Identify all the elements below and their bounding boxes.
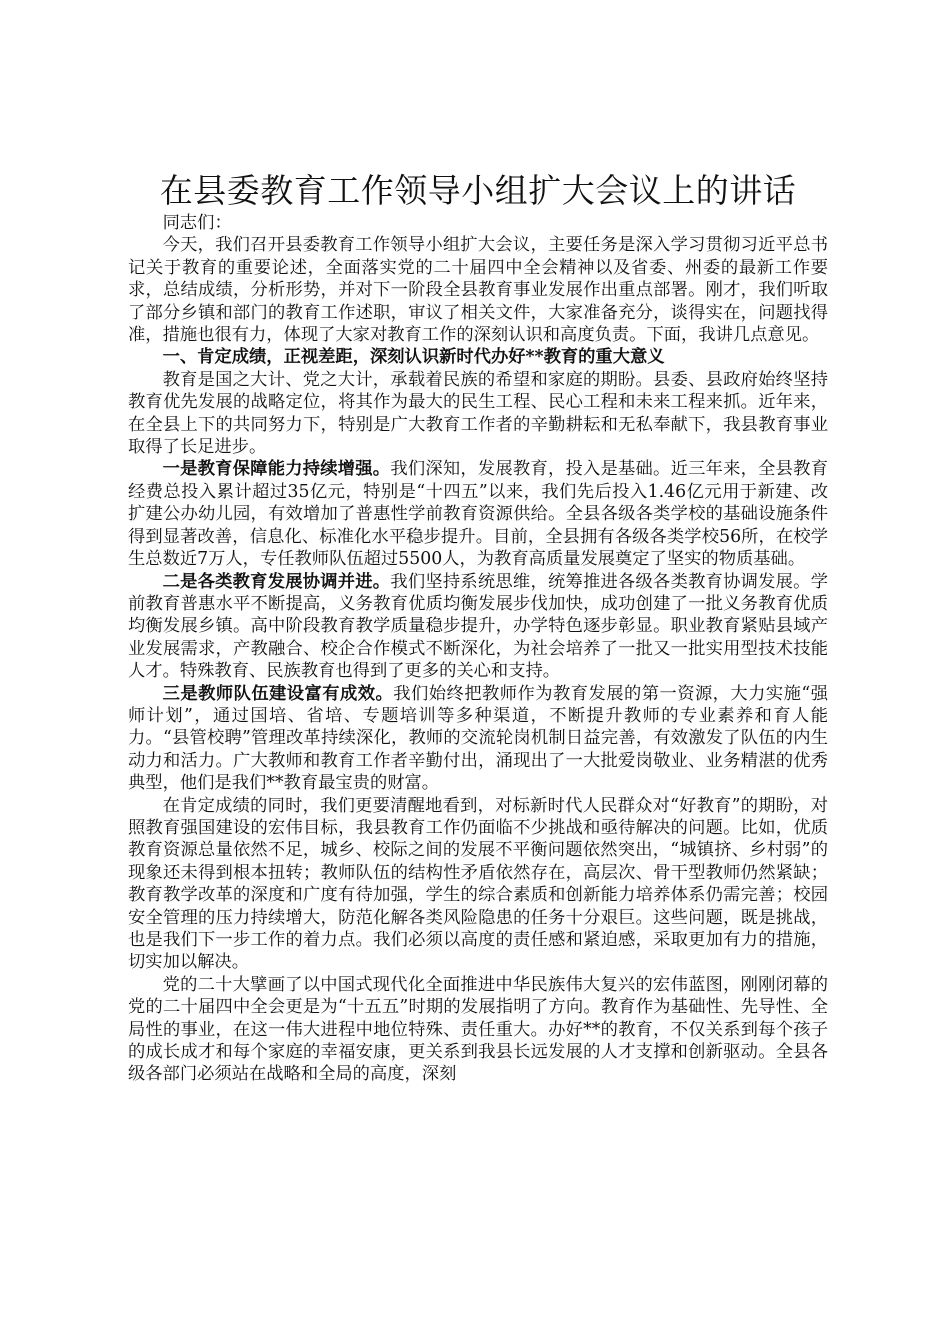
- paragraph-lead: 一是教育保障能力持续增强。: [162, 459, 391, 480]
- paragraph-guarantee-capacity: [128, 458, 828, 570]
- paragraph-text: 今天，我们召开县委教育工作领导小组扩大会议，主要任务是深入学习贯彻习近平总书记关于教育的重要论述，全面落实党的二十届四中全会精神以及省委、州委的最新工作要求，总结成绩，分析形势，并对下一阶段全县教育事业发展作出重点部署。刚才，我们听取了部分乡镇和部门的教育工作述职，审议了相关文件，大家准备充分，谈得实在，问题找得准，措施也很有力，体现了大家对教育工作的深刻认识和高度负责。下面，我讲几点意见。: [128, 235, 828, 346]
- paragraph-text: 党的二十大擘画了以中国式现代化全面推进中华民族伟大复兴的宏伟蓝图，刚刚闭幕的党的二十届四中全会更是为“十五五”时期的发展指明了方向。教育作为基础性、先导性、全局性的事业，在这一伟大进程中地位特殊、责任重大。办好**的教育，不仅关系到每个孩子的成长成才和每个家庭的幸福安康，更关系到我县长远发展的人才支撑和创新驱动。全县各级各部门必须站在战略和全局的高度，深刻: [128, 974, 828, 1085]
- paragraph-text: 我们始终把教师作为教育发展的第一资源，大力实施“强师计划”，通过国培、省培、专题培训等多种渠道，不断提升教师的专业素养和育人能力。“县管校聘”管理改革持续深化，教师的交流轮岗机制日益完善，有效激发了队伍的内生动力和活力。广大教师和教育工作者辛勤付出，涌现出了一大批爱岗敬业、业务精湛的优秀典型，他们是我们**教育最宝贵的财富。: [128, 683, 828, 794]
- paragraph-lead: 二是各类教育发展协调并进。: [162, 571, 391, 592]
- paragraph-text: 我们深知，发展教育，投入是基础。近三年来，全县教育经费总投入累计超过35亿元，特别是“十四五”以来，我们先后投入1.46亿元用于新建、改扩建公办幼儿园，有效增加了普惠性学前教育资源供给。全县各级各类学校的基础设施条件得到显著改善，信息化、标准化水平稳步提升。目前，全县拥有各级各类学校56所，在校学生总数近7万人，专任教师队伍超过5500人，为教育高质量发展奠定了坚实的物质基础。: [128, 459, 828, 570]
- salutation: 同志们：: [162, 213, 232, 233]
- section-heading-1: 一、肯定成绩，正视差距，深刻认识新时代办好**教育的重大意义: [162, 347, 665, 368]
- paragraph-lead: 三是教师队伍建设富有成效。: [162, 683, 394, 704]
- paragraph-teacher-team: [128, 683, 828, 795]
- document-page: [128, 170, 828, 1086]
- document-title: 在县委教育工作领导小组扩大会议上的讲话: [159, 171, 797, 210]
- paragraph-challenges: [128, 795, 828, 974]
- paragraph-text: 教育是国之大计、党之大计，承载着民族的希望和家庭的期盼。县委、县政府始终坚持教育优先发展的战略定位，将其作为最大的民生工程、民心工程和未来工程来抓。近年来，在全县上下的共同努力下，特别是广大教育工作者的辛勤耕耘和无私奉献下，我县教育事业取得了长足进步。: [128, 369, 828, 458]
- paragraph-intro: [128, 234, 828, 346]
- paragraph-blueprint: [128, 974, 828, 1086]
- paragraph-coordinated-development: [128, 571, 828, 683]
- paragraph-education-importance: [128, 369, 828, 459]
- paragraph-text: 我们坚持系统思维，统筹推进各级各类教育协调发展。学前教育普惠水平不断提高，义务教育优质均衡发展步伐加快，成功创建了一批义务教育优质均衡发展乡镇。高中阶段教育教学质量稳步提升，办学特色逐步彰显。职业教育紧贴县域产业发展需求，产教融合、校企合作模式不断深化，为社会培养了一批又一批实用型技术技能人才。特殊教育、民族教育也得到了更多的关心和支持。: [128, 571, 828, 682]
- paragraph-text: 在肯定成绩的同时，我们更要清醒地看到，对标新时代人民群众对“好教育”的期盼，对照教育强国建设的宏伟目标，我县教育工作仍面临不少挑战和亟待解决的问题。比如，优质教育资源总量依然不足，城乡、校际之间的发展不平衡问题依然突出，“城镇挤、乡村弱”的现象还未得到根本扭转；教师队伍的结构性矛盾依然存在，高层次、骨干型教师仍然紧缺；教育教学改革的深度和广度有待加强，学生的综合素质和创新能力培养体系仍需完善；校园安全管理的压力持续增大，防范化解各类风险隐患的任务十分艰巨。这些问题，既是挑战，也是我们下一步工作的着力点。我们必须以高度的责任感和紧迫感，采取更加有力的措施，切实加以解决。: [128, 795, 828, 973]
